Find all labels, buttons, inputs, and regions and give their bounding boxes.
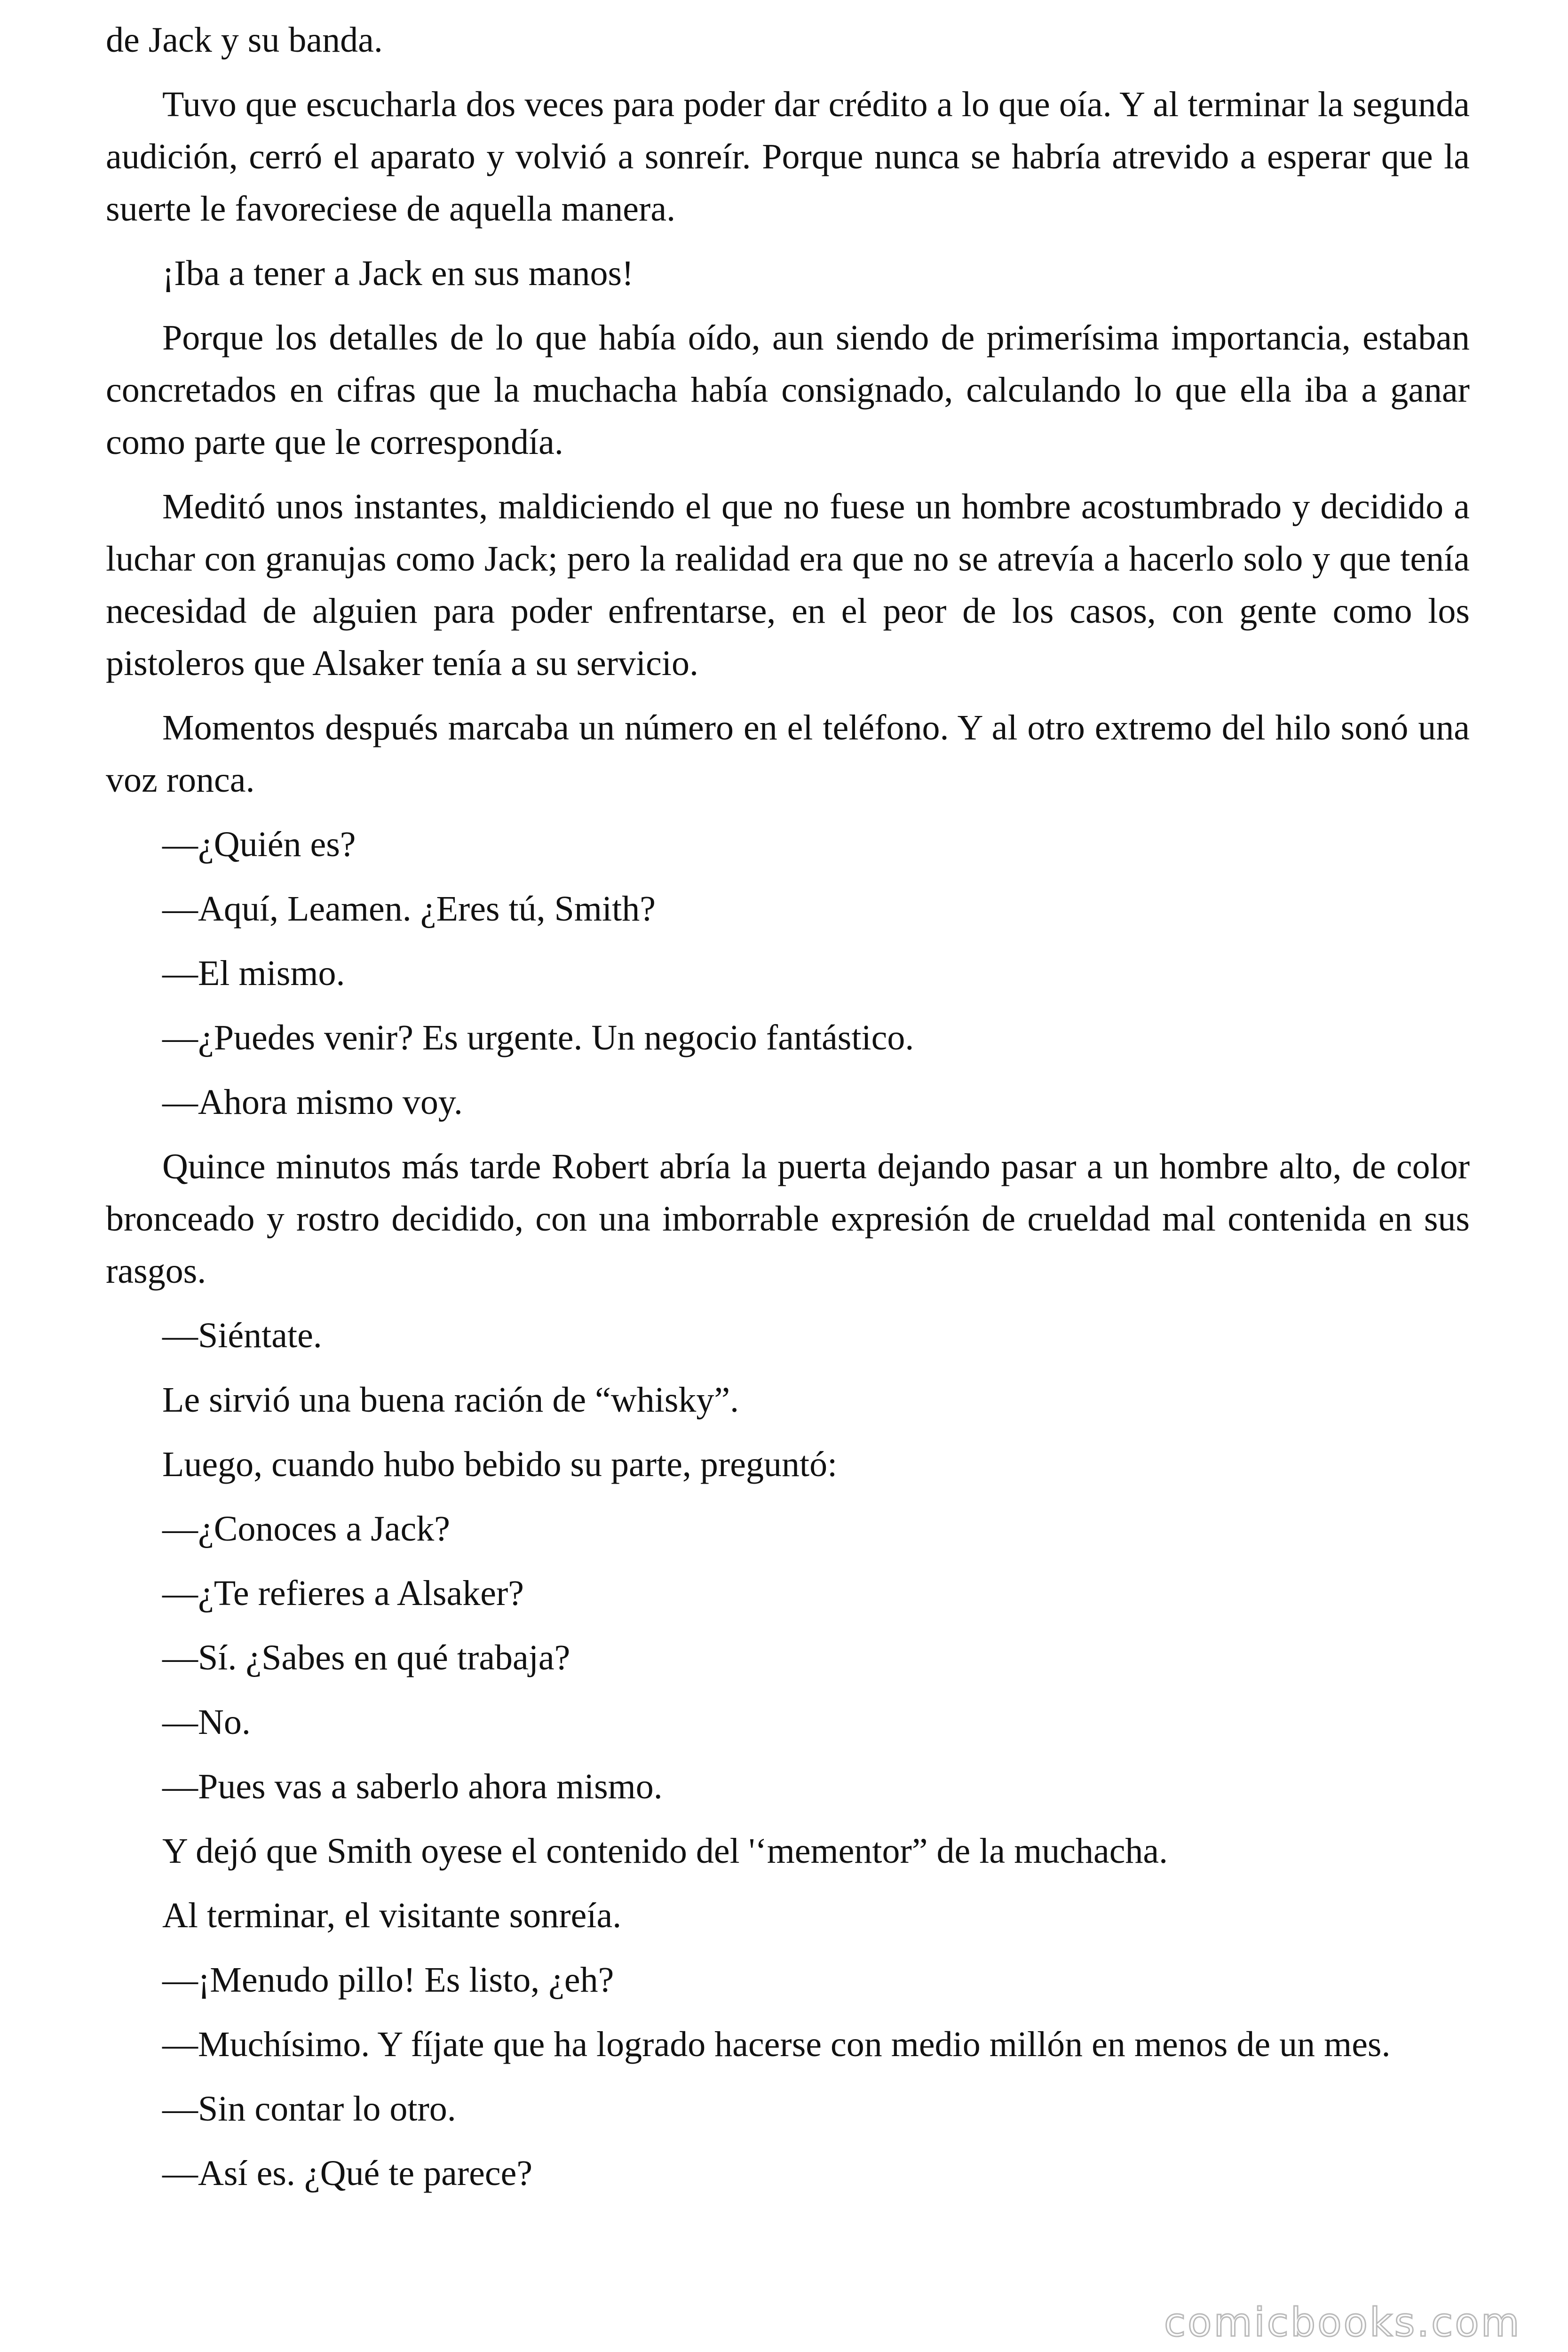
- dialogue-line: —¿Conoces a Jack?: [162, 1509, 450, 1549]
- dialogue-line: Al terminar, el visitante sonreía.: [162, 1896, 622, 1935]
- dialogue-line: —El mismo.: [162, 954, 345, 993]
- dialogue-line: —Siéntate.: [162, 1316, 322, 1355]
- dialogue-line: —Sí. ¿Sabes en qué trabaja?: [162, 1638, 570, 1677]
- dialogue-line: Luego, cuando hubo bebido su parte, preguntó:: [162, 1445, 838, 1484]
- paragraph: Momentos después marcaba un número en el teléfono. Y al otro extremo del hilo sonó una voz ronca.: [106, 708, 1470, 800]
- paragraph: —Muchísimo. Y fíjate que ha logrado hacerse con medio millón en menos de un mes.: [162, 2025, 1391, 2064]
- dialogue-line: —¡Menudo pillo! Es listo, ¿eh?: [162, 1960, 614, 2000]
- dialogue-line: —Así es. ¿Qué te parece?: [162, 2153, 533, 2193]
- page-text: [106, 14, 1470, 2212]
- dialogue-line: —¿Te refieres a Alsaker?: [162, 1573, 524, 1613]
- dialogue-line: Le sirvió una buena ración de “whisky”.: [162, 1380, 739, 1420]
- paragraph: ¡Iba a tener a Jack en sus manos!: [162, 254, 634, 293]
- dialogue-line: —Pues vas a saberlo ahora mismo.: [162, 1767, 663, 1806]
- dialogue-line: —No.: [162, 1702, 251, 1742]
- paragraph: Tuvo que escucharla dos veces para poder dar crédito a lo que oía. Y al terminar la segunda audición, cerró el aparato y volvió a sonreír. Porque nunca se habría atrevido a esperar que la suerte le favoreciese de aquella manera.: [106, 85, 1470, 229]
- dialogue-line: Y dejó que Smith oyese el contenido del '‘mementor” de la muchacha.: [162, 1831, 1168, 1871]
- dialogue-line: —Ahora mismo voy.: [162, 1082, 463, 1122]
- dialogue-line: —Sin contar lo otro.: [162, 2089, 456, 2129]
- dialogue-line: —¿Puedes venir? Es urgente. Un negocio fantástico.: [162, 1018, 914, 1057]
- dialogue-line: —Aquí, Leamen. ¿Eres tú, Smith?: [162, 889, 656, 929]
- paragraph: de Jack y su banda.: [106, 20, 383, 60]
- watermark: comicbooks.com: [1164, 2299, 1521, 2345]
- paragraph: Porque los detalles de lo que había oído, aun siendo de primerísima importancia, estaban concretados en cifras que la muchacha había consignado, calculando lo que ella iba a ganar como parte que le correspondía.: [106, 318, 1470, 462]
- dialogue-line: —¿Quién es?: [162, 825, 356, 864]
- paragraph: Meditó unos instantes, maldiciendo el que no fuese un hombre acostumbrado y decidido a luchar con granujas como Jack; pero la realidad era que no se atrevía a hacerlo solo y que tenía necesidad de alguien para poder enfrentarse, en el peor de los casos, con gente como los pistoleros que Alsaker tenía a su servicio.: [106, 487, 1470, 683]
- paragraph: Quince minutos más tarde Robert abría la puerta dejando pasar a un hombre alto, de color bronceado y rostro decidido, con una imborrable expresión de crueldad mal contenida en sus rasgos.: [106, 1147, 1470, 1291]
